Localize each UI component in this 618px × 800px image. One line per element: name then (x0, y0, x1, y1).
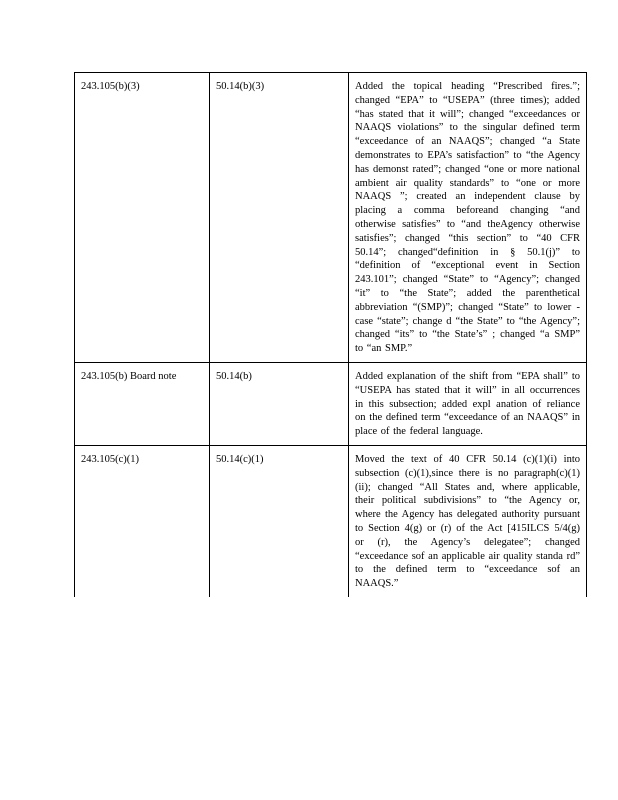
section-cell (75, 362, 210, 445)
section-text: 243.105(b) Board note (81, 370, 177, 382)
table-row (75, 445, 587, 596)
table-row (75, 362, 587, 445)
explanation-cell (349, 362, 587, 445)
section-text: 243.105(c)(1) (81, 453, 140, 465)
explanation-text: Moved the text of 40 CFR 50.14 (c)(1)(i) into subsection (c)(1),since there is no paragraph(c)(1)(ii); changed “All States and, where applicable, their political subdivisions” to “the Agency or, where the Agency has delegated authority pursuant to Section 4(g) or (r) of the Act [415ILCS 5/4(g) or (r), the Agency’s delegatee”; changed “exceedance sof an applicable air quality standa rd” to the defined term to “exceedance sof an NAAQS.” (355, 453, 580, 590)
explanation-cell (349, 445, 587, 596)
section-cell (75, 445, 210, 596)
explanation-text: Added explanation of the shift from “EPA shall” to “USEPA has stated that it will” in all occurrences in this subsection; added expl anation of reliance on the defined term “exceedance of an NAAQS” in place of the federal language. (355, 370, 580, 438)
cfr-text: 50.14(c)(1) (216, 453, 264, 465)
explanation-text: Added the topical heading “Prescribed fires.”; changed “EPA” to “USEPA” (three times); added “has stated that it will”; changed “exceedances or NAAQS violations” to the singular defined term “exceedance of an NAAQS”; changed “a State demonstrates to EPA’s satisfaction” to “the Agency has demonst rated”; changed “one or more national ambient air quality standards” to “one or more NAAQS ”; created an independent clause by placing a comma beforeand changing “and otherwise satisfies” to “and theAgency otherwise satisfies”; changed “this section” to “40 CFR 50.14”; changed“definition in § 50.1(j)” to “definition of “exceptional event in Section 243.101”; changed “State” to “Agency”; changed “it” to “the State”; added the parenthetical abbreviation “(SMP)”; changed “State” to lower -case “state”; change d “the State” to “the Agency”; changed “its” to “the State’s” ; changed “a SMP” to “an SMP.” (355, 81, 580, 355)
cfr-text: 50.14(b)(3) (216, 81, 265, 92)
cfr-text: 50.14(b) (216, 370, 252, 382)
section-cell (75, 73, 210, 363)
explanation-cell (349, 73, 587, 363)
cfr-cell (210, 445, 349, 596)
table-row (75, 73, 587, 363)
cfr-cell (210, 362, 349, 445)
comparison-table (74, 72, 587, 597)
section-text: 243.105(b)(3) (81, 81, 140, 92)
cfr-cell (210, 73, 349, 363)
